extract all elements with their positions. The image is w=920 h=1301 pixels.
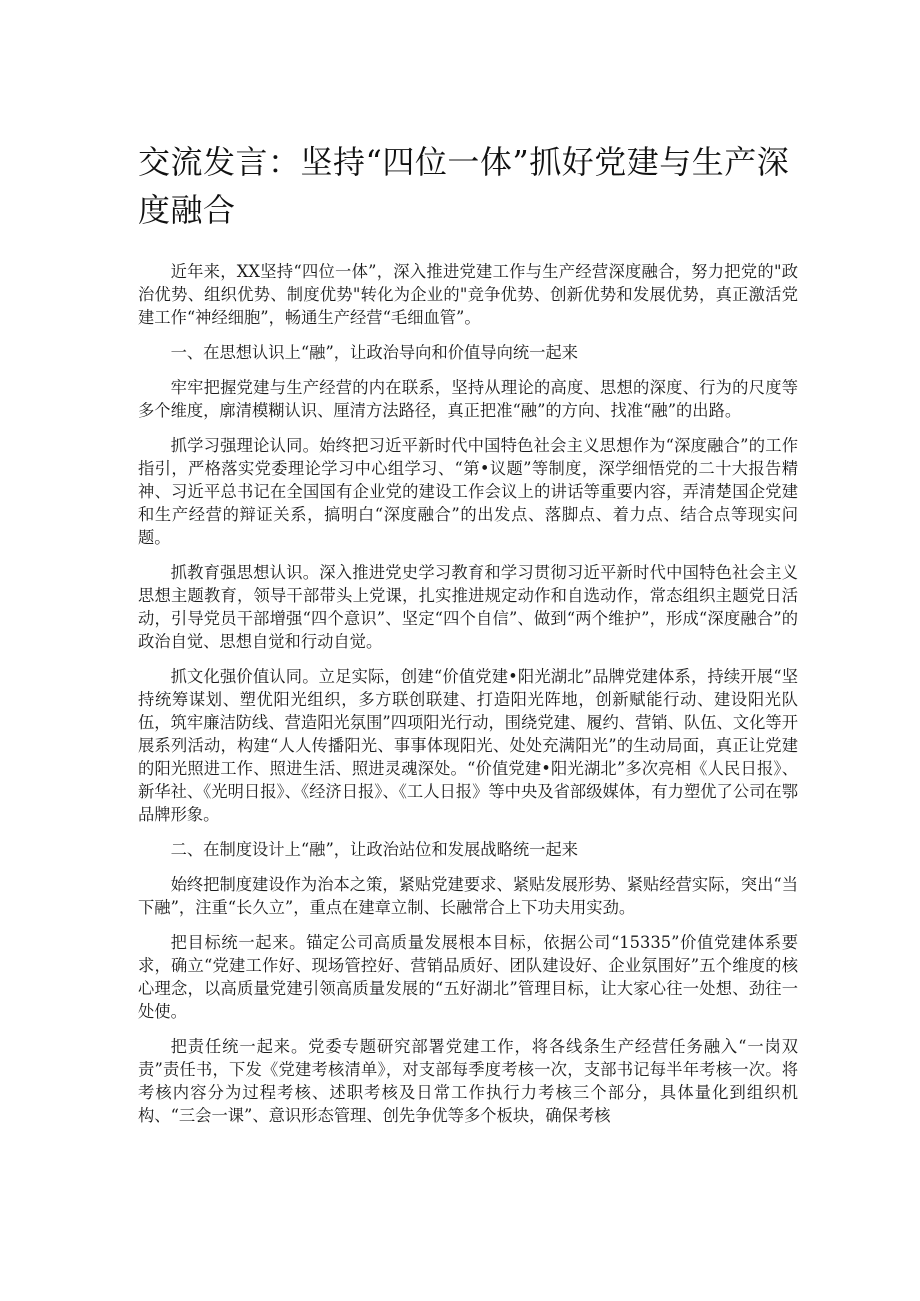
document-body: [138, 260, 798, 1127]
body-paragraph: 抓教育强思想认识。深入推进党史学习教育和学习贯彻习近平新时代中国特色社会主义思想主题教育，领导干部带头上党课，扎实推进规定动作和自选动作，常态组织主题党日活动，引导党员干部增强“四个意识”、坚定“四个自信”、做到“两个维护”，形成“深度融合”的政治自觉、思想自觉和行动自觉。: [138, 563, 798, 651]
body-paragraph: 始终把制度建设作为治本之策，紧贴党建要求、紧贴发展形势、紧贴经营实际，突出“当下融”，注重“长久立”，重点在建章立制、长融常合上下功夫用实劲。: [138, 875, 798, 917]
document-title: 交流发言：坚持“四位一体”抓好党建与生产深度融合: [138, 143, 790, 229]
body-paragraph: 把责任统一起来。党委专题研究部署党建工作，将各线条生产经营任务融入“一岗双责”责任书，下发《党建考核清单》，对支部每季度考核一次，支部书记每半年考核一次。将考核内容分为过程考核、述职考核及日常工作执行力考核三个部分，具体量化到组织机构、“三会一课”、意识形态管理、创先争优等多个板块，确保考核: [138, 1037, 798, 1125]
section-heading: 二、在制度设计上“融”，让政治站位和发展战略统一起来: [170, 840, 578, 859]
section-heading: 一、在思想认识上“融”，让政治导向和价值导向统一起来: [170, 343, 578, 362]
body-paragraph: 把目标统一起来。锚定公司高质量发展根本目标，依据公司“15335”价值党建体系要求，确立“党建工作好、现场管控好、营销品质好、团队建设好、企业氛围好”五个维度的核心理念，以高质量党建引领高质量发展的“五好湖北”管理目标，让大家心往一处想、劲往一处使。: [138, 933, 798, 1021]
body-paragraph: 抓学习强理论认同。始终把习近平新时代中国特色社会主义思想作为“深度融合”的工作指引，严格落实党委理论学习中心组学习、“第•议题”等制度，深学细悟党的二十大报告精神、习近平总书记在全国国有企业党的建设工作会议上的讲话等重要内容，弄清楚国企党建和生产经营的辩证关系，搞明白“深度融合”的出发点、落脚点、着力点、结合点等现实问题。: [138, 436, 798, 547]
body-paragraph: 抓文化强价值认同。立足实际，创建“价值党建•阳光湖北”品牌党建体系，持续开展“坚持统筹谋划、塑优阳光组织，多方联创联建、打造阳光阵地，创新赋能行动、建设阳光队伍，筑牢廉洁防线、营造阳光氛围”四项阳光行动，围绕党建、履约、营销、队伍、文化等开展系列活动，构建“人人传播阳光、事事体现阳光、处处充满阳光”的生动局面，真正让党建的阳光照进工作、照进生活、照进灵魂深处。“价值党建•阳光湖北”多次亮相《人民日报》、新华社、《光明日报》、《经济日报》、《工人日报》等中央及省部级媒体，有力塑优了公司在鄂品牌形象。: [138, 667, 798, 824]
document-page: [138, 138, 798, 1139]
body-paragraph: 近年来，XX坚持“四位一体”，深入推进党建工作与生产经营深度融合，努力把党的"政治优势、组织优势、制度优势"转化为企业的"竞争优势、创新优势和发展优势，真正激活党建工作“神经细胞”，畅通生产经营“毛细血管”。: [138, 262, 798, 327]
body-paragraph: 牢牢把握党建与生产经营的内在联系，坚持从理论的高度、思想的深度、行为的尺度等多个维度，廓清模糊认识、厘清方法路径，真正把准“融”的方向、找准“融”的出路。: [138, 378, 798, 420]
